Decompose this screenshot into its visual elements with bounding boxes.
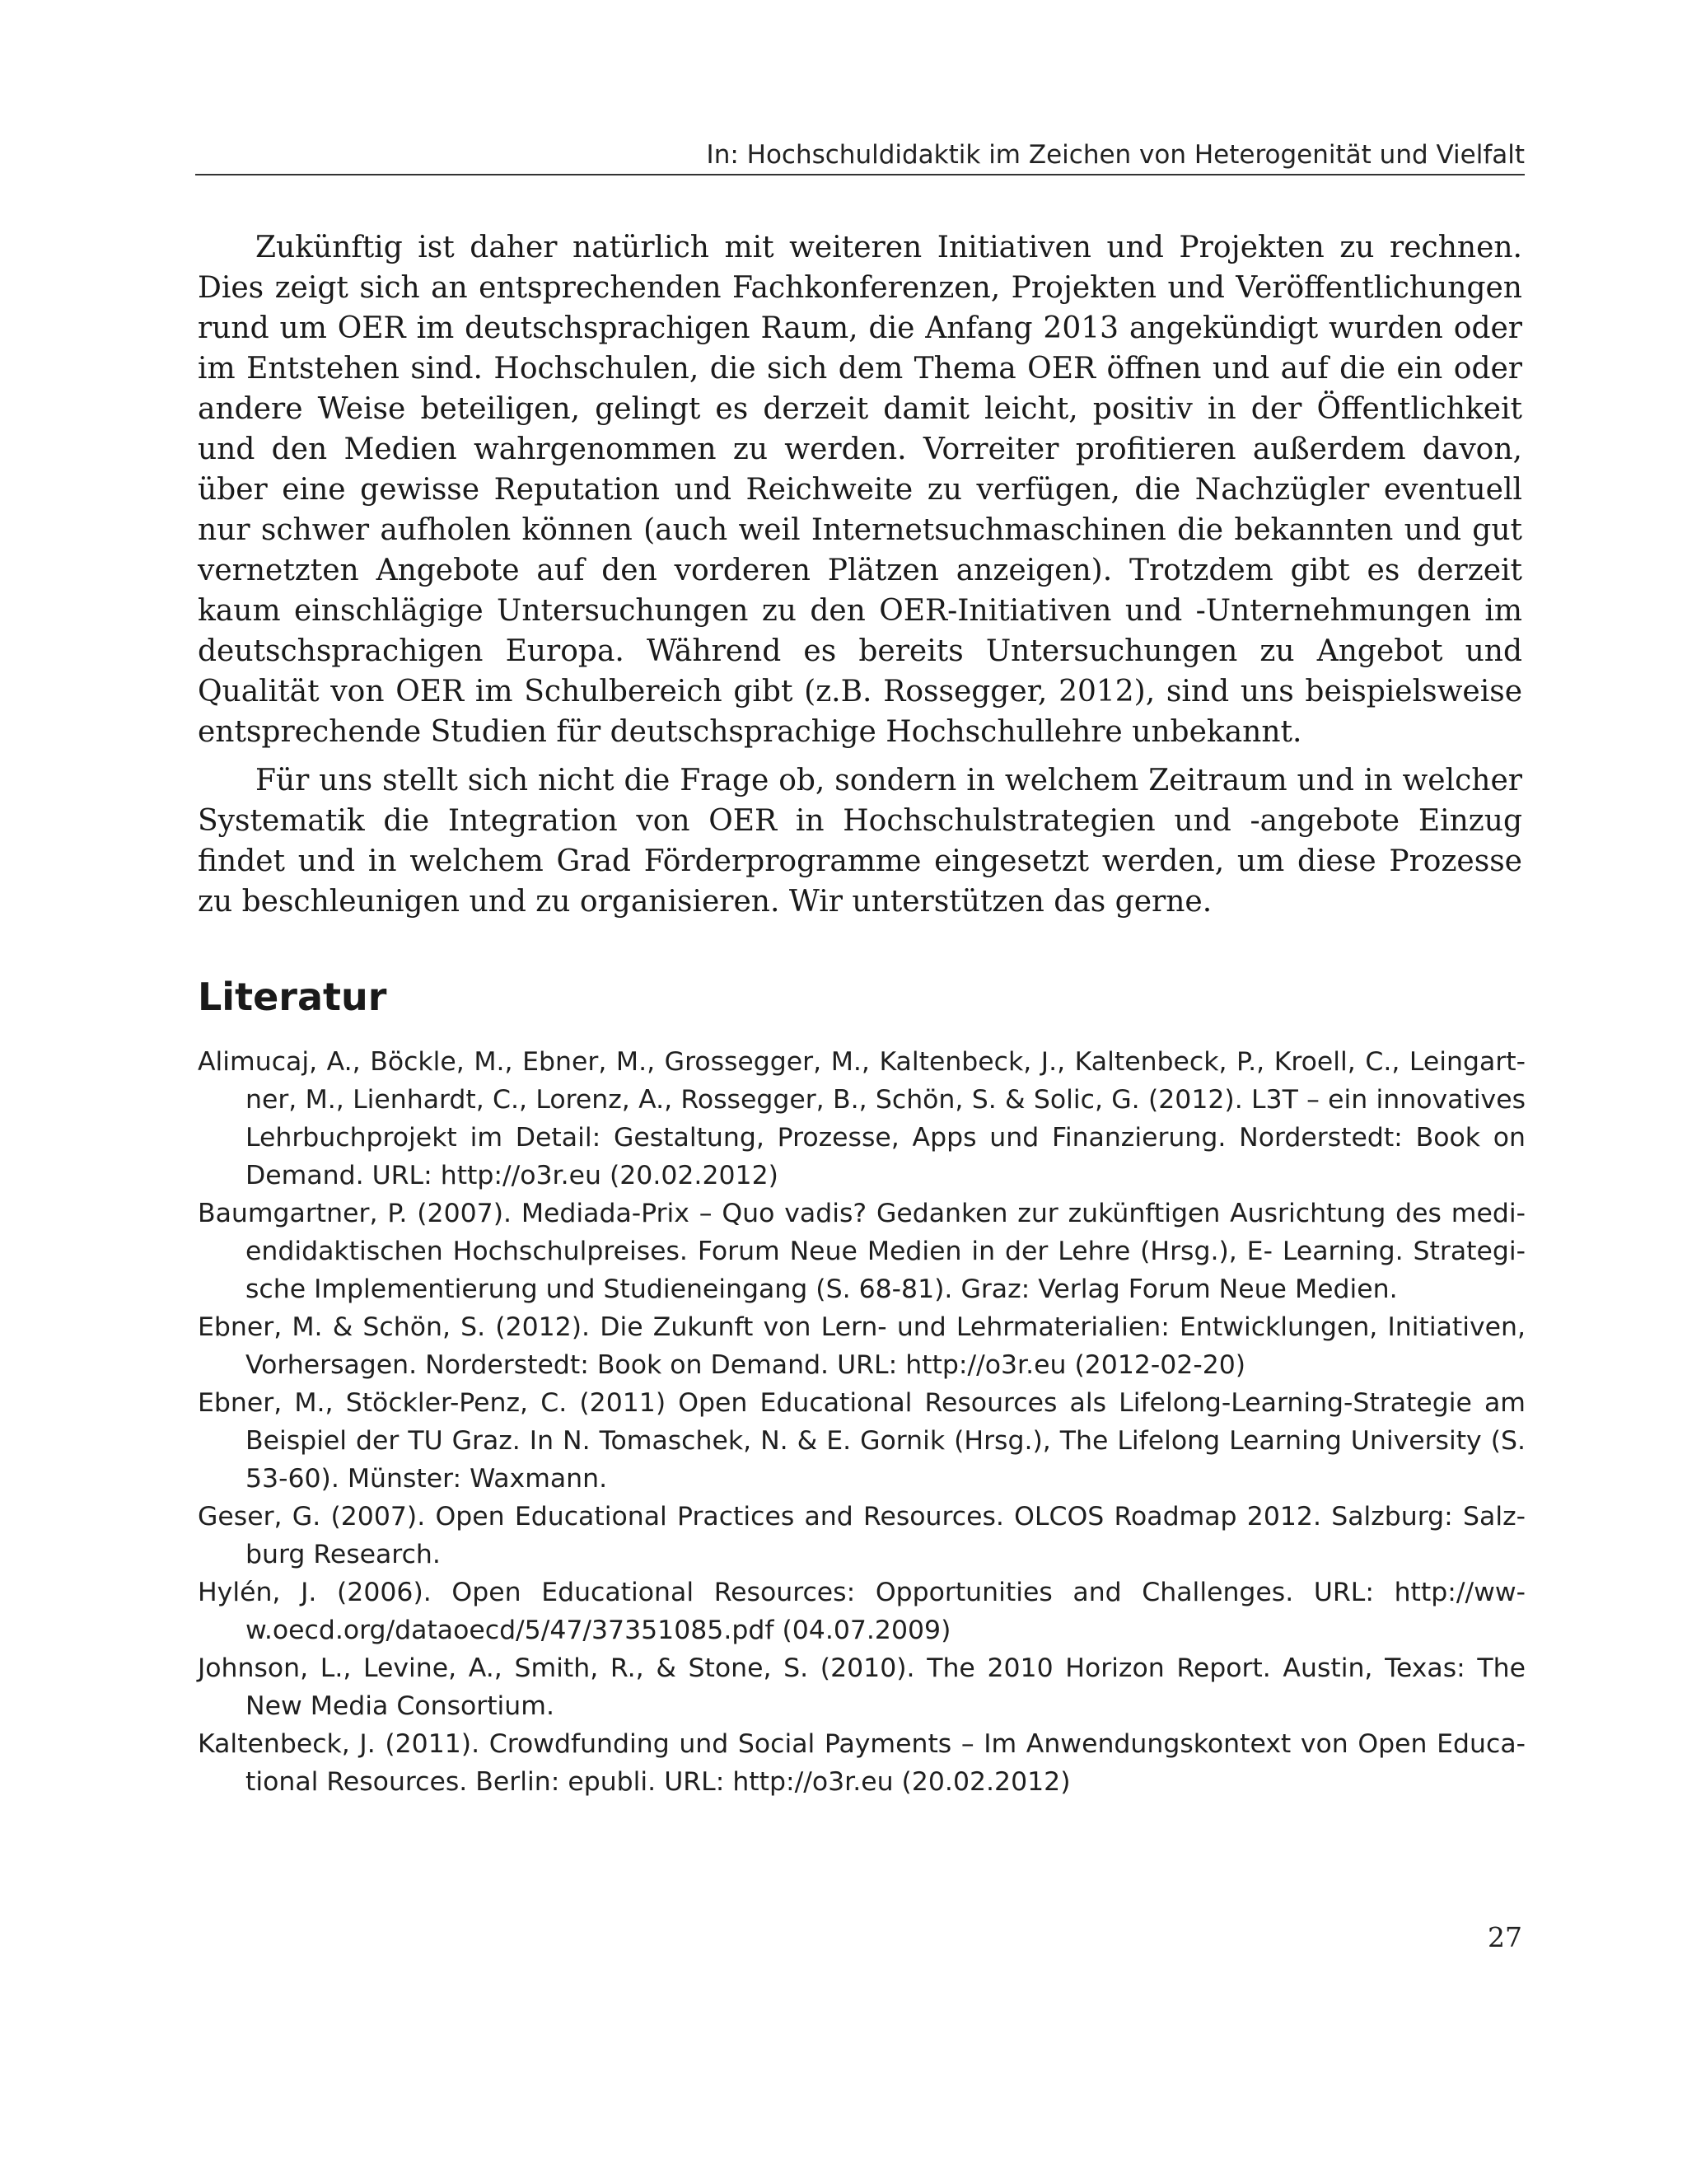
reference-item: Ebner, M. & Schön, S. (2012). Die Zukunft von Lern- und Lehrmaterialien: Entwicklungen, Initiativen, Vorhersagen. Norderstedt: Book on Demand. URL: http://o3r.eu (2012-02-20): [198, 1312, 1526, 1380]
reference-item: Geser, G. (2007). Open Educational Practices and Resources. OLCOS Roadmap 2012. Salzburg: Salzburg Research.: [198, 1502, 1526, 1569]
reference-item: Hylén, J. (2006). Open Educational Resources: Opportunities and Challenges. URL: http://www.oecd.org/dataoecd/5/47/37351085.pdf (04.07.2009): [198, 1578, 1526, 1645]
page-number: 27: [1488, 1921, 1522, 1953]
running-header: In: Hochschuldidaktik im Zeichen von Heterogenität und Vielfalt: [706, 140, 1525, 170]
reference-list: [198, 1043, 1526, 1801]
reference-item: Kaltenbeck, J. (2011). Crowdfunding und Social Payments – Im Anwendungskontext von Open Educational Resources. Berlin: epubli. URL: http://o3r.eu (20.02.2012): [198, 1729, 1526, 1797]
reference-item: Baumgartner, P. (2007). Mediada-Prix – Quo vadis? Gedanken zur zukünftigen Ausrichtung des mediendidaktischen Hochschulpreises. Forum Neue Medien in der Lehre (Hrsg.), E- Learning. Strategische Implementierung und Studieneingang (S. 68-81). Graz: Verlag Forum Neue Medien.: [198, 1199, 1526, 1304]
body-paragraph: Zukünftig ist daher natürlich mit weiteren Initiativen und Projekten zu rechnen. Dies zeigt sich an entsprechenden Fachkonferenzen, Projekten und Veröffentlichungen rund um OER im deutschsprachigen Raum, die Anfang 2013 angekündigt wurden oder im Entstehen sind. Hochschulen, die sich dem Thema OER öffnen und auf die ein oder andere Weise beteiligen, gelingt es derzeit damit leicht, positiv in der Öffentlichkeit und den Medien wahrgenommen zu werden. Vorreiter profitieren außerdem davon, über eine gewisse Reputation und Reichweite zu verfügen, die Nachzügler eventuell nur schwer aufholen können (auch weil Internetsuchmaschinen die bekannten und gut vernetzten Angebote auf den vorderen Plätzen anzeigen). Trotzdem gibt es derzeit kaum einschlägige Untersuchungen zu den OER-Initiativen und -Unternehmungen im deutschsprachigen Europa. Während es bereits Untersuchungen zu Angebot und Qualität von OER im Schulbereich gibt (z.B. Rossegger, 2012), sind uns beispielsweise entsprechende Studien für deutschsprachige Hochschullehre unbekannt.: [198, 231, 1522, 749]
reference-item: Alimucaj, A., Böckle, M., Ebner, M., Grossegger, M., Kaltenbeck, J., Kaltenbeck, P., Kroell, C., Leingartner, M., Lienhardt, C., Lorenz, A., Rossegger, B., Schön, S. & Solic, G. (2012). L3T – ein innovatives Lehrbuchprojekt im Detail: Gestaltung, Prozesse, Apps und Finanzierung. Norderstedt: Book on Demand. URL: http://o3r.eu (20.02.2012): [198, 1047, 1526, 1190]
reference-item: Ebner, M., Stöckler-Penz, C. (2011) Open Educational Resources als Lifelong-Learning-Strategie am Beispiel der TU Graz. In N. Tomaschek, N. & E. Gornik (Hrsg.), The Lifelong Learning University (S. 53-60). Münster: Waxmann.: [198, 1388, 1526, 1494]
body-paragraph: Für uns stellt sich nicht die Frage ob, sondern in welchem Zeitraum und in welcher Systematik die Integration von OER in Hochschulstrategien und -angebote Einzug findet und in welchem Grad Förderprogramme eingesetzt werden, um diese Prozesse zu beschleunigen und zu organisieren. Wir unterstützen das gerne.: [198, 764, 1522, 919]
body-text: [198, 227, 1522, 930]
section-heading-literatur: Literatur: [198, 975, 387, 1019]
reference-item: Johnson, L., Levine, A., Smith, R., & Stone, S. (2010). The 2010 Horizon Report. Austin, Texas: The New Media Consortium.: [198, 1653, 1526, 1721]
header-rule: [195, 174, 1525, 175]
